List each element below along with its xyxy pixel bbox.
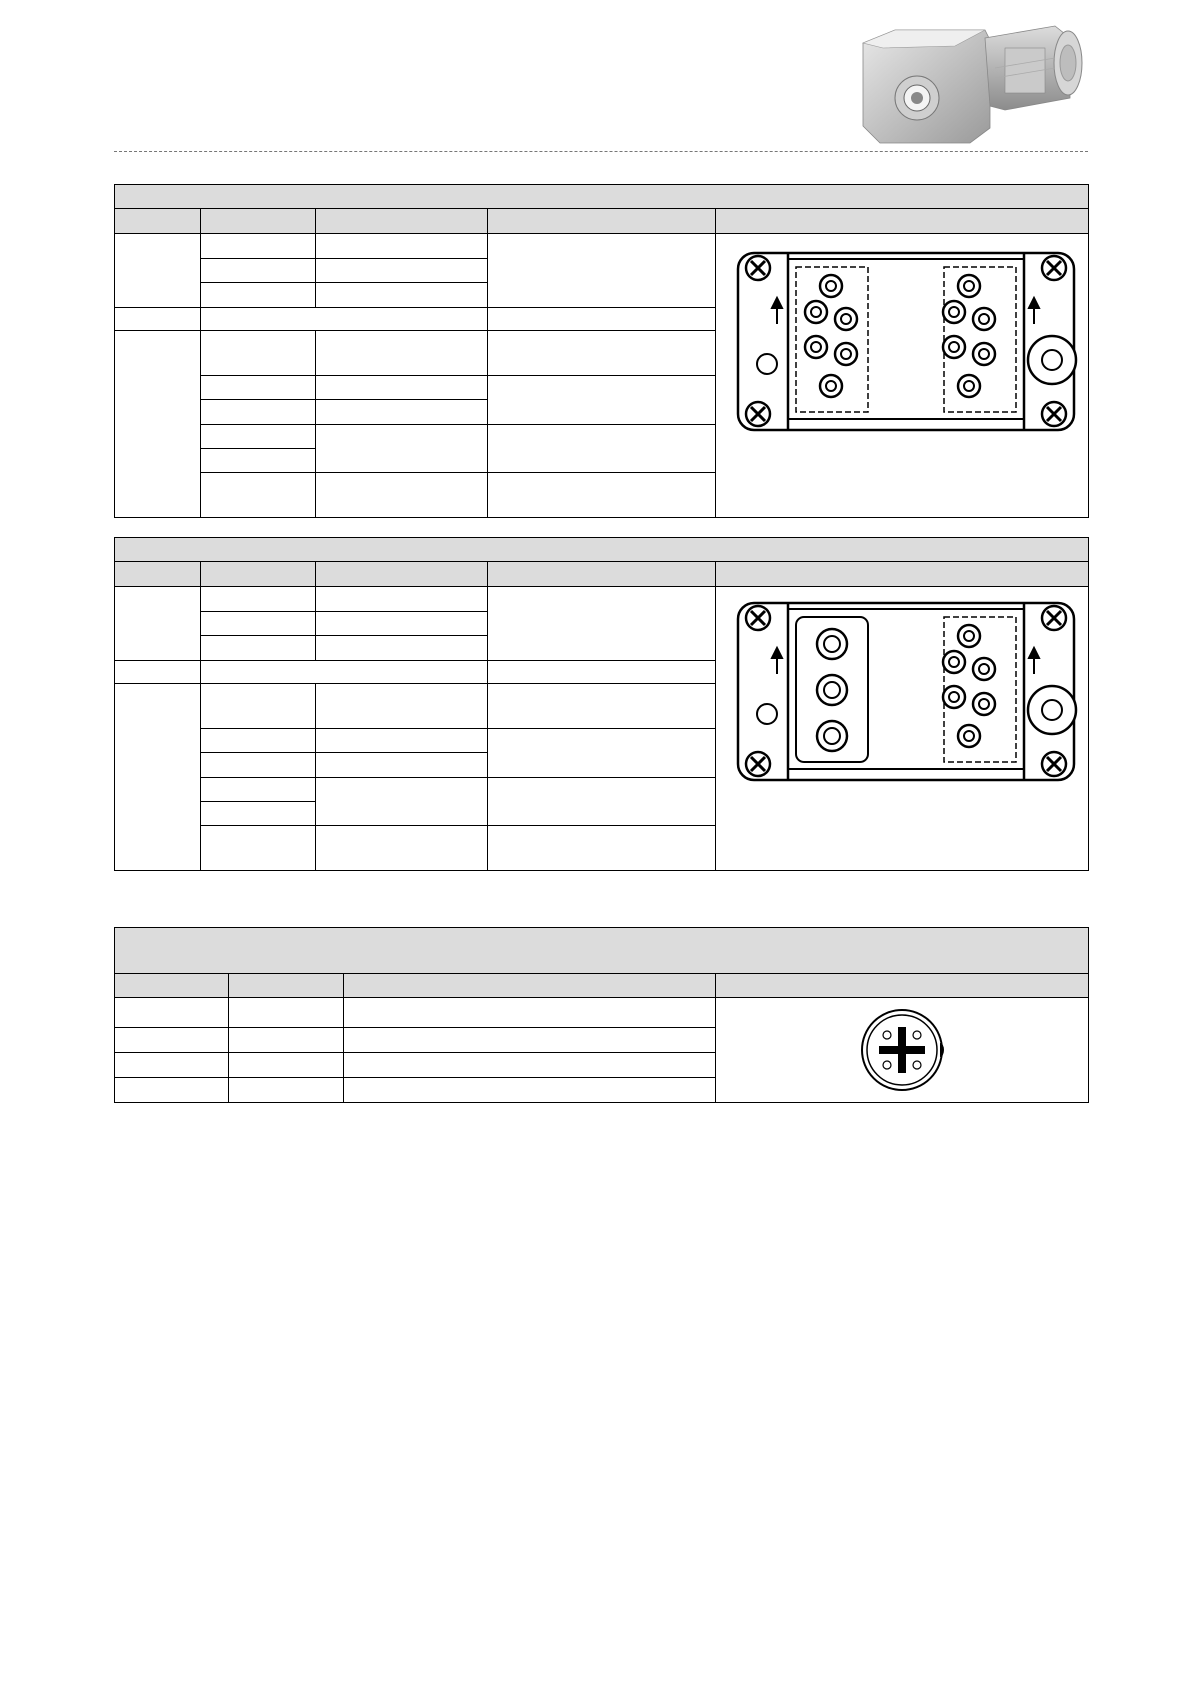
table-cell	[316, 636, 488, 661]
table-cell	[115, 234, 201, 308]
table-cell	[115, 684, 201, 871]
table-cell	[115, 308, 201, 331]
table-cell	[488, 473, 716, 518]
table-cell	[201, 636, 316, 661]
round-connector-icon	[716, 998, 1088, 1102]
table-cell	[201, 684, 316, 729]
table-cell	[316, 612, 488, 636]
table-title	[115, 928, 1089, 974]
column-header	[488, 562, 716, 587]
table-cell	[488, 778, 716, 826]
table-cell	[229, 1052, 344, 1077]
table-cell	[229, 998, 344, 1028]
column-header	[716, 562, 1089, 587]
header-divider	[114, 151, 1088, 152]
table-cell	[488, 234, 716, 308]
table-cell	[201, 308, 488, 331]
table-cell	[316, 376, 488, 400]
table-cell	[115, 661, 201, 684]
connector-pinout-icon	[716, 234, 1088, 434]
gear-motor-photo	[855, 18, 1090, 148]
column-header	[229, 974, 344, 998]
column-header	[716, 209, 1089, 234]
table-cell	[229, 1028, 344, 1052]
table-cell	[344, 1028, 716, 1052]
table-cell	[488, 308, 716, 331]
pinout-diagram-cell	[716, 234, 1089, 518]
table-cell	[488, 729, 716, 778]
table-cell	[201, 778, 316, 802]
table-cell	[115, 998, 229, 1028]
table-cell	[316, 753, 488, 778]
table-cell	[316, 778, 488, 826]
table-cell	[344, 1077, 716, 1102]
table-cell	[201, 661, 488, 684]
table-cell	[488, 376, 716, 425]
table-cell	[316, 331, 488, 376]
column-header	[115, 974, 229, 998]
column-header	[115, 209, 201, 234]
table-cell	[316, 826, 488, 871]
connector-pinout-icon	[716, 587, 1088, 787]
table-cell	[115, 587, 201, 661]
column-header	[316, 209, 488, 234]
table-title	[115, 538, 1089, 562]
table-cell	[201, 259, 316, 283]
table-cell	[488, 826, 716, 871]
table-cell	[201, 587, 316, 612]
table-cell	[201, 376, 316, 400]
column-header	[316, 562, 488, 587]
table-cell	[115, 1052, 229, 1077]
table-cell	[488, 425, 716, 473]
column-header	[201, 562, 316, 587]
connector-table-1	[114, 184, 1089, 518]
table-cell	[344, 998, 716, 1028]
table-cell	[316, 587, 488, 612]
table-cell	[316, 400, 488, 425]
column-header	[115, 562, 201, 587]
table-cell	[201, 425, 316, 449]
table-cell	[344, 1052, 716, 1077]
table-cell	[201, 826, 316, 871]
connector-table-2	[114, 537, 1089, 871]
column-header	[344, 974, 716, 998]
table-cell	[488, 661, 716, 684]
table-cell	[201, 753, 316, 778]
table-cell	[201, 473, 316, 518]
table-cell	[201, 283, 316, 308]
column-header	[201, 209, 316, 234]
table-cell	[115, 1077, 229, 1102]
table-cell	[229, 1077, 344, 1102]
table-cell	[316, 234, 488, 259]
table-cell	[316, 425, 488, 473]
table-cell	[488, 331, 716, 376]
table-cell	[115, 1028, 229, 1052]
table-cell	[316, 729, 488, 753]
column-header	[488, 209, 716, 234]
table-title	[115, 185, 1089, 209]
table-cell	[201, 449, 316, 473]
table-cell	[316, 259, 488, 283]
table-cell	[115, 331, 201, 518]
table-cell	[316, 283, 488, 308]
table-cell	[201, 400, 316, 425]
table-cell	[488, 587, 716, 661]
table-cell	[201, 612, 316, 636]
pinout-diagram-cell	[716, 587, 1089, 871]
table-cell	[316, 473, 488, 518]
table-cell	[488, 684, 716, 729]
table-cell	[201, 331, 316, 376]
column-header	[716, 974, 1089, 998]
table-cell	[201, 234, 316, 259]
table-cell	[201, 802, 316, 826]
table-cell	[316, 684, 488, 729]
connector-table-3	[114, 927, 1089, 1103]
table-cell	[201, 729, 316, 753]
pinout-diagram-cell	[716, 998, 1089, 1103]
